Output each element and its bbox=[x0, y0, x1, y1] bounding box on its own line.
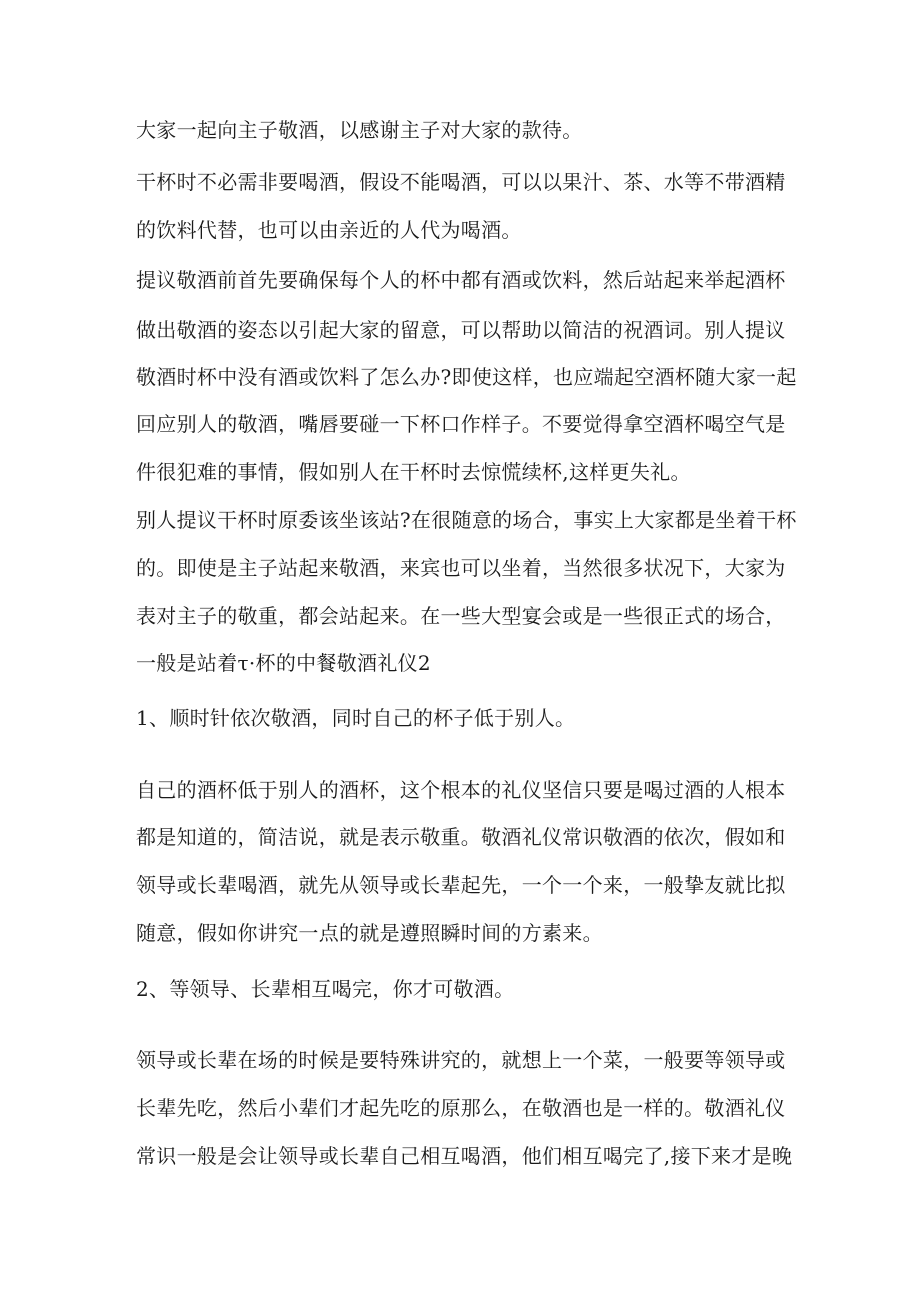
text-line: 领导或长辈喝酒，就先从领导或长辈起先，一个一个来，一般挚友就比拟 bbox=[136, 873, 786, 897]
text-line: 的。即使是主子站起来敬酒，来宾也可以坐着，当然很多状况下，大家为 bbox=[136, 556, 786, 580]
text-line: 做出敬酒的姿态以引起大家的留意，可以帮助以简洁的祝酒词。别人提议 bbox=[136, 318, 786, 342]
text-line: 敬酒时杯中没有酒或饮料了怎么办?即使这样，也应端起空酒杯随大家一起 bbox=[136, 365, 797, 389]
text-line: 大家一起向主子敬酒，以感谢主子对大家的款待。 bbox=[136, 118, 583, 142]
text-line: 领导或长辈在场的时候是要特殊讲究的，就想上一个菜，一般要等领导或 bbox=[136, 1048, 786, 1072]
text-line: 表对主子的敬重，都会站起来。在一些大型宴会或是一些很正式的场合， bbox=[136, 604, 786, 628]
list-heading: 2、等领导、长辈相互喝完，你才可敬酒。 bbox=[136, 977, 515, 1001]
text-line: 随意，假如你讲究一点的就是遵照瞬时间的方素来。 bbox=[136, 921, 603, 945]
text-line: 的饮料代替，也可以由亲近的人代为喝酒。 bbox=[136, 218, 522, 242]
text-line: 别人提议干杯时原委该坐该站?在很随意的场合，事实上大家都是坐着干杯 bbox=[136, 508, 797, 532]
text-line: 件很犯难的事情，假如别人在干杯时去惊慌续杯,这样更失礼。 bbox=[136, 460, 691, 484]
text-line: 都是知道的，简洁说，就是表示敬重。敬酒礼仪常识敬酒的依次，假如和 bbox=[136, 825, 786, 849]
text-line: 一般是站着τ·杯的中餐敬酒礼仪2 bbox=[136, 651, 431, 675]
text-line: 干杯时不必需非要喝酒，假设不能喝酒，可以以果汁、茶、水等不带酒精 bbox=[136, 170, 786, 194]
list-heading: 1、顺时针依次敬酒，同时自己的杯子低于别人。 bbox=[136, 706, 576, 730]
text-line: 回应别人的敬酒，嘴唇要碰一下杯口作样子。不要觉得拿空酒杯喝空气是 bbox=[136, 412, 786, 436]
text-line: 自己的酒杯低于别人的酒杯，这个根本的礼仪坚信只要是喝过酒的人根本 bbox=[136, 778, 786, 802]
text-line: 提议敬酒前首先要确保每个人的杯中都有酒或饮料，然后站起来举起酒杯 bbox=[136, 268, 786, 292]
text-line: 常识一般是会让领导或长辈自己相互喝酒，他们相互喝完了,接下来才是晚 bbox=[136, 1144, 793, 1168]
text-line: 长辈先吃，然后小辈们才起先吃的原那么，在敬酒也是一样的。敬酒礼仪 bbox=[136, 1096, 786, 1120]
